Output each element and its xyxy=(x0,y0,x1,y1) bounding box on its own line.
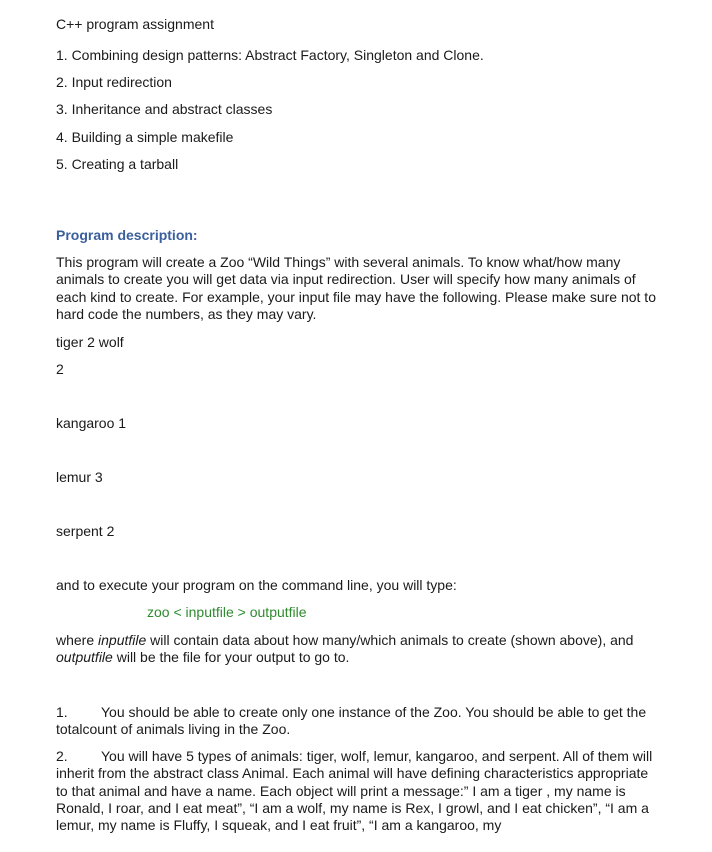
execute-intro: and to execute your program on the command line, you will type: xyxy=(56,577,457,593)
inputfile-term: inputfile xyxy=(98,632,147,648)
input-example-line: kangaroo 1 xyxy=(56,415,127,431)
input-example-line: serpent 2 xyxy=(56,523,115,539)
topic-item: 1. Combining design patterns: Abstract Factory, Singleton and Clone. xyxy=(56,47,484,63)
topic-item: 5. Creating a tarball xyxy=(56,156,179,172)
requirement-number: 1. xyxy=(56,704,68,720)
input-example-line: 2 xyxy=(56,361,64,377)
requirement-item xyxy=(56,748,656,834)
where-text: will be the file for your output to go to. xyxy=(112,649,350,666)
where-paragraph xyxy=(56,632,656,667)
requirement-item xyxy=(56,704,656,739)
topic-item: 2. Input redirection xyxy=(56,74,172,90)
section-heading: Program description: xyxy=(56,227,198,243)
requirement-number: 2. xyxy=(56,748,68,764)
requirement-text: You should be able to create only one instance of the Zoo. You should be able to get the totalcount of animals living in the Zoo. xyxy=(56,704,647,738)
command-line: zoo < inputfile > outputfile xyxy=(147,604,307,620)
outputfile-term: outputfile xyxy=(56,649,113,666)
where-text: where xyxy=(56,632,99,648)
input-example-line: tiger 2 wolf xyxy=(56,334,124,350)
topic-item: 4. Building a simple makefile xyxy=(56,129,234,145)
input-example-line: lemur 3 xyxy=(56,469,103,485)
requirement-text: You will have 5 types of animals: tiger, wolf, lemur, kangaroo, and serpent. All of them will inherit from the abstract class Animal. Each animal will have defining characteristics appropriate to that animal and have a name. Each object will print a message:” I am a tiger , my name is Ronald, I roar, and I eat meat”, “I am a wolf, my name is Rex, I growl, and I eat chicken”, “I am a lemur, my name is Fluffy, I squeak, and I eat fruit”, “I am a kangaroo, my xyxy=(56,748,653,834)
topic-item: 3. Inheritance and abstract classes xyxy=(56,101,273,117)
where-text: will contain data about how many/which animals to create (shown above), and xyxy=(146,632,634,648)
description-paragraph: This program will create a Zoo “Wild Things” with several animals. To know what/how many animals to create you will get data via input redirection. User will specify how many animals of each kind to create. For example, your input file may have the following. Please make sure not to hard code the numbers, as they may vary. xyxy=(56,254,656,322)
document-title: C++ program assignment xyxy=(56,16,214,32)
